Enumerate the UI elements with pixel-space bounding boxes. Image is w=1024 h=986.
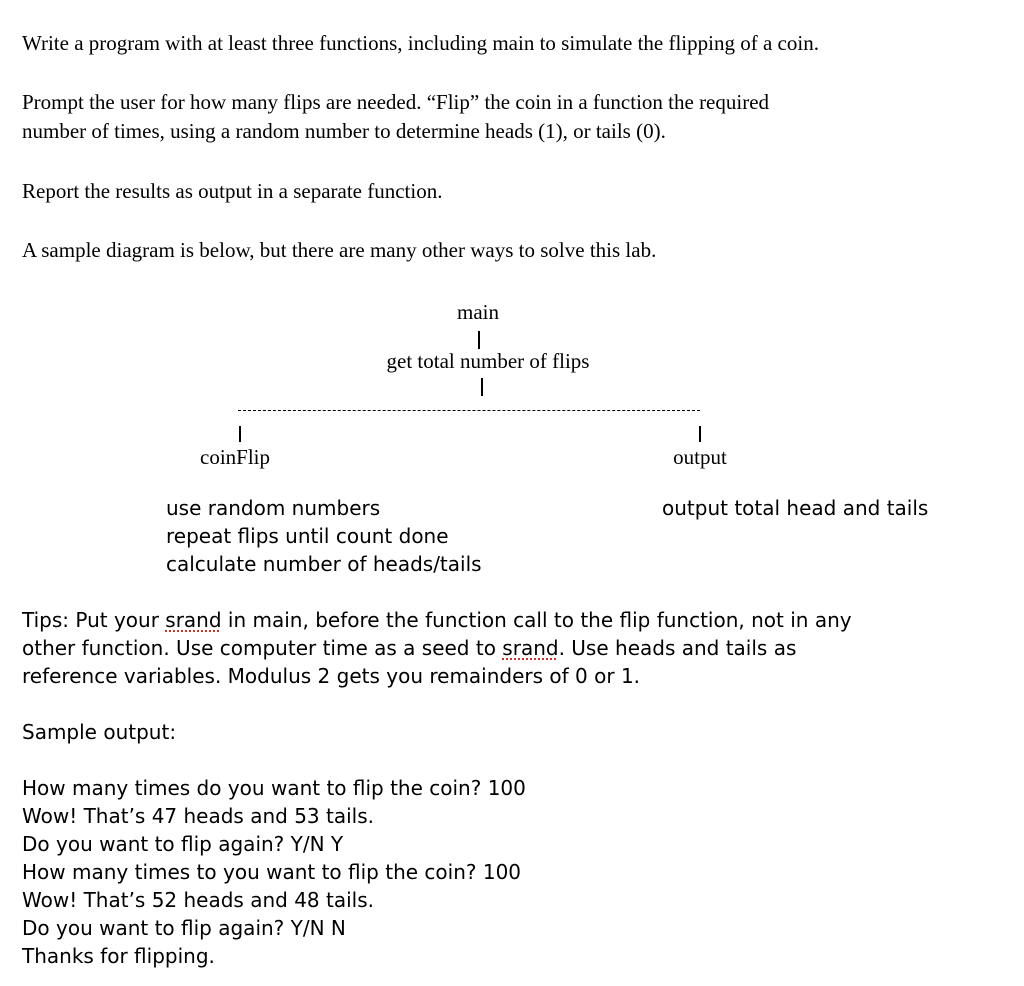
diagram-output-label: output [673,445,727,469]
srand-term: srand [502,636,559,660]
coinflip-note-1: use random numbers [166,496,381,520]
sample-output-line: How many times do you want to flip the coin? 100 [22,776,526,800]
srand-term: srand [165,608,222,632]
tips-line-1 [22,606,852,634]
connector-get-total [481,378,483,396]
sample-note-line: A sample diagram is below, but there are many other ways to solve this lab. [22,238,657,262]
tips-line-2 [22,634,796,662]
connector-coinflip [239,426,241,442]
diagram-get-total-label: get total number of flips [386,349,590,373]
output-note: output total head and tails [662,496,929,520]
sample-output-line: Thanks for flipping. [22,944,215,968]
sample-output-line: Do you want to flip again? Y/N N [22,916,346,940]
tips-line-3: reference variables. Modulus 2 gets you remainders of 0 or 1. [22,664,641,688]
sample-output-heading: Sample output: [22,720,177,744]
tips-text: . Use heads and tails as [558,636,797,660]
connector-output [699,426,701,442]
tips-text: other function. Use computer time as a seed to [22,636,503,660]
sample-output-line: How many times to you want to flip the coin? 100 [22,860,522,884]
sample-output-line: Wow! That’s 47 heads and 53 tails. [22,804,374,828]
sample-output-line: Do you want to flip again? Y/N Y [22,832,344,856]
diagram-main-label: main [457,300,499,324]
prompt-line-1: Prompt the user for how many flips are needed. “Flip” the coin in a function the required [22,90,770,114]
sample-output-line: Wow! That’s 52 heads and 48 tails. [22,888,374,912]
coinflip-note-3: calculate number of heads/tails [166,552,482,576]
report-line: Report the results as output in a separate function. [22,179,443,203]
diagram-branch-line [238,410,700,411]
tips-text: in main, before the function call to the flip function, not in any [221,608,852,632]
tips-text: Tips: Put your [22,608,166,632]
diagram-coinflip-label: coinFlip [199,445,271,469]
prompt-line-2: number of times, using a random number to determine heads (1), or tails (0). [22,119,666,143]
coinflip-note-2: repeat flips until count done [166,524,449,548]
intro-line-1: Write a program with at least three functions, including main to simulate the flipping of a coin. [22,31,819,55]
